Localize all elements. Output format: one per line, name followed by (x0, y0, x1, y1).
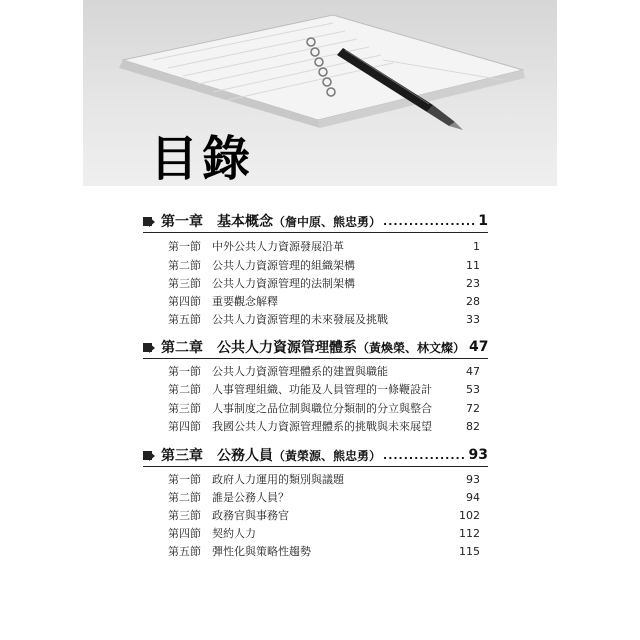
section-title: 公共人力資源管理的未來發展及挑戰 (212, 313, 388, 326)
chapter-page: 47 (469, 339, 489, 355)
section-row[interactable] (168, 274, 480, 292)
section-page: 82 (466, 419, 480, 433)
section-page: 72 (466, 401, 480, 415)
section-row[interactable] (168, 362, 480, 380)
section-number: 第四節 (168, 420, 201, 433)
section-row[interactable] (168, 488, 480, 506)
section-row[interactable] (168, 524, 480, 542)
chapter-heading[interactable] (143, 337, 488, 357)
section-page: 53 (466, 382, 480, 396)
section-page: 112 (459, 526, 480, 540)
section-page: 47 (466, 364, 480, 378)
section-page: 33 (466, 312, 480, 326)
chapter-marker-icon (143, 449, 156, 462)
section-title: 政務官與事務官 (212, 509, 289, 522)
section-number: 第二節 (168, 259, 201, 272)
section-row[interactable] (168, 292, 480, 310)
section-row[interactable] (168, 470, 480, 488)
section-number: 第三節 (168, 509, 201, 522)
section-row[interactable] (168, 256, 480, 274)
chapter-authors: （詹中原、熊忠勇） (273, 215, 382, 229)
section-page: 102 (459, 508, 480, 522)
section-title: 政府人力運用的類別與議題 (212, 473, 344, 486)
section-title: 人事制度之品位制與職位分類制的分立與整合 (212, 402, 432, 415)
section-number: 第五節 (168, 313, 201, 326)
section-row[interactable] (168, 417, 480, 435)
section-page: 115 (459, 544, 480, 558)
section-row[interactable] (168, 237, 480, 255)
chapter-heading[interactable] (143, 211, 488, 231)
section-number: 第五節 (168, 545, 201, 558)
chapter-number: 第一章 (161, 214, 203, 230)
chapter-authors: （黃榮源、熊忠勇） (273, 449, 382, 463)
section-title: 人事管理組織、功能及人員管理的一條鞭設計 (212, 383, 432, 396)
section-title: 公共人力資源管理的組織架構 (212, 259, 355, 272)
section-row[interactable] (168, 380, 480, 398)
section-page: 94 (466, 490, 480, 504)
section-title: 我國公共人力資源管理體系的挑戰與未來展望 (212, 420, 432, 433)
chapter-authors: （黃煥榮、林文燦） (357, 341, 466, 355)
section-row[interactable] (168, 399, 480, 417)
section-number: 第一節 (168, 473, 201, 486)
section-row[interactable] (168, 506, 480, 524)
section-page: 28 (466, 294, 480, 308)
section-row[interactable] (168, 542, 480, 560)
dot-leader (383, 449, 467, 462)
section-number: 第二節 (168, 491, 201, 504)
chapter-page: 93 (468, 447, 488, 463)
section-title: 重要觀念解釋 (212, 295, 278, 308)
section-number: 第三節 (168, 402, 201, 415)
chapter-divider (143, 232, 488, 233)
section-title: 誰是公務人員？ (212, 491, 289, 504)
chapter-divider (143, 358, 488, 359)
section-number: 第一節 (168, 240, 201, 253)
section-number: 第二節 (168, 383, 201, 396)
section-number: 第四節 (168, 295, 201, 308)
section-title: 契約人力 (212, 527, 256, 540)
section-number: 第三節 (168, 277, 201, 290)
section-page: 11 (466, 258, 480, 272)
section-number: 第一節 (168, 365, 201, 378)
section-row[interactable] (168, 310, 480, 328)
section-number: 第四節 (168, 527, 201, 540)
chapter-marker-icon (143, 215, 156, 228)
section-title: 中外公共人力資源發展沿革 (212, 240, 344, 253)
chapter-title: 公共人力資源管理體系（黃煥榮、林文燦） (217, 340, 466, 356)
section-title: 公共人力資源管理體系的建置與職能 (212, 365, 388, 378)
section-page: 1 (473, 239, 480, 253)
chapter-title: 公務人員（黃榮源、熊忠勇） (217, 448, 382, 464)
chapter-number: 第三章 (161, 448, 203, 464)
chapter-page: 1 (478, 213, 488, 229)
section-title: 彈性化與策略性趨勢 (212, 545, 311, 558)
dot-leader (383, 215, 476, 228)
section-page: 93 (466, 472, 480, 486)
chapter-marker-icon (143, 341, 156, 354)
chapter-title: 基本概念（詹中原、熊忠勇） (217, 214, 382, 230)
page-title: 目錄 (150, 131, 255, 187)
chapter-number: 第二章 (161, 340, 203, 356)
chapter-divider (143, 466, 488, 467)
section-title: 公共人力資源管理的法制架構 (212, 277, 355, 290)
section-page: 23 (466, 276, 480, 290)
chapter-heading[interactable] (143, 445, 488, 465)
